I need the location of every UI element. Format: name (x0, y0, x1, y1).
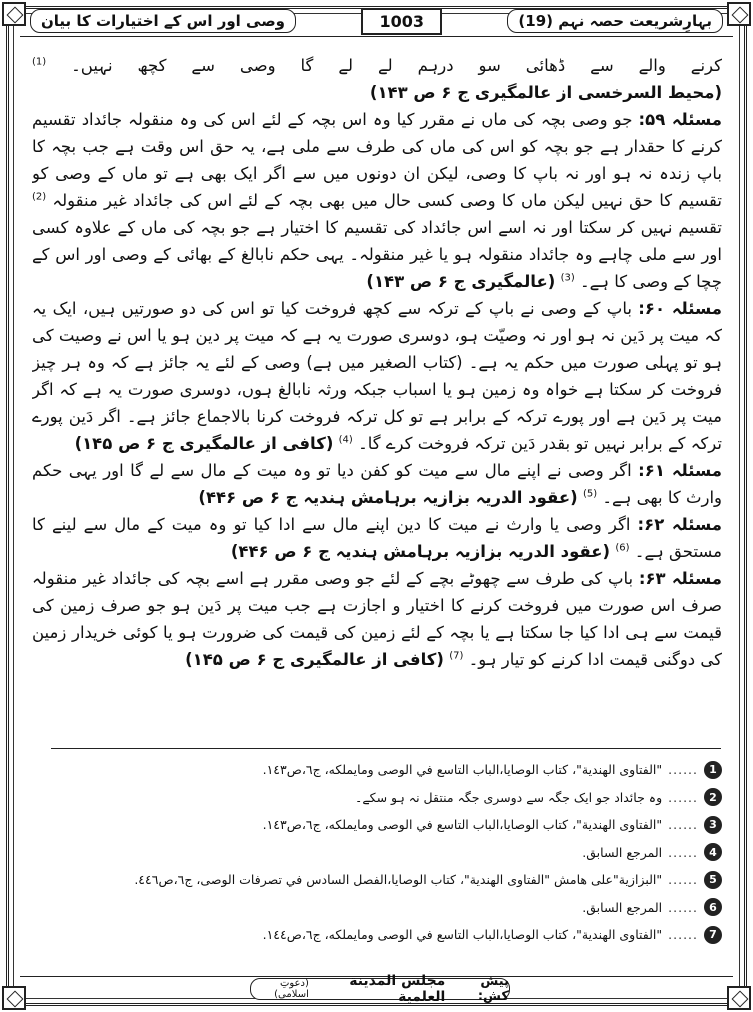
footnote-text: "الفتاوی الهندية"، كتاب الوصايا،الباب التاسع في الوصی ومايملكه، ج٦،ص١٤٣. (262, 817, 663, 832)
footnote-item (32, 921, 722, 949)
footnote-marker[interactable]: (3) (560, 272, 575, 284)
leader-dots: ...... (668, 762, 698, 777)
leader-dots: ...... (668, 817, 698, 832)
paragraph (32, 295, 722, 457)
footnote-number-badge: 5 (704, 871, 722, 889)
footnote-number-badge: 1 (704, 761, 722, 779)
footnote-text: "الفتاوی الهندية"، كتاب الوصايا،الباب التاسع في الوصی ومايملكه، ج٦،ص١٤٤. (262, 927, 663, 942)
ornament-corner-icon (2, 2, 26, 26)
paragraph (32, 565, 722, 673)
issue-title: مسئلہ ۶۲: (637, 515, 722, 534)
footnote-item (32, 894, 722, 922)
footnote-item (32, 811, 722, 839)
reference: (عقود الدریہ بزازیہ برہامش ہندیہ ج ۶ ص ۴۴۶) (198, 488, 578, 507)
footer-label: پیش کش: (477, 974, 509, 1004)
leader-dots: ...... (668, 872, 698, 887)
footnote-marker[interactable]: (6) (615, 542, 630, 554)
footnote-number-badge: 2 (704, 788, 722, 806)
leader-dots: ...... (668, 844, 698, 860)
publisher-name: مجلس المدينة العلمية (349, 973, 446, 1005)
ornament-corner-icon (727, 986, 751, 1010)
footnote-marker[interactable]: (7) (449, 650, 464, 662)
reference: (عالمگیری ج ۶ ص ۱۴۳) (366, 272, 556, 291)
footnote-text: المرجع السابق. (582, 899, 663, 915)
page-number: 1003 (361, 8, 442, 35)
footnote-text: "الفتاوی الهندية"، كتاب الوصايا،الباب التاسع في الوصی ومايملكه، ج٦،ص١٤٣. (262, 762, 663, 777)
reference: (کافی از عالمگیری ج ۶ ص ۱۴۵) (74, 434, 334, 453)
page-footer (250, 973, 510, 1005)
main-text (32, 52, 722, 742)
chapter-title: وصی اور اس کے اختیارات کا بیان (30, 9, 296, 33)
paragraph (32, 52, 722, 106)
footnote-marker[interactable]: (4) (338, 434, 353, 446)
paragraph-text: اگر وصی یا وارث نے میت کا دین اپنے مال سے ادا کیا تو وہ میت کے مال سے لینے کا مستحق ہے۔ (32, 515, 722, 561)
paragraph (32, 511, 722, 565)
paragraph-text: کرنے والے سے ڈھائی سو درہم لے لے گا وصی سے کچھ نہیں۔ (71, 56, 722, 75)
footnote-text: "البزازية"على هامش "الفتاوی الهندية"، كتاب الوصايا،الفصل السادس في تصرفات الوصی، ج٦،ص٤٤٦. (134, 872, 663, 887)
footnote-number-badge: 4 (704, 843, 722, 861)
leader-dots: ...... (668, 927, 698, 942)
reference: (محیط السرخسی از عالمگیری ج ۶ ص ۱۴۳) (369, 83, 722, 102)
footnote-divider (51, 748, 721, 749)
footnote-number-badge: 7 (704, 926, 722, 944)
paragraph-text: جو وصی بچہ کی ماں نے مقرر کیا وہ اس بچہ کے لئے اس کی وہ منقولہ جائداد تقسیم کرنے کا حقدار ہے جو بچہ کو اس کی ماں کی طرف سے ملی ہے، یہ حق اس وقت ہے جب بچہ کا باپ زندہ نہ ہو اور نہ باپ کا وصی، لیکن ان دونوں میں سے اگر ایک بھی ہے تو ماں کے وصی کو تقسیم کا حق نہیں لیکن ماں کا وصی کسی حال میں بھی بچہ کے لئے اس کی جائداد غیر منقولہ (32, 110, 722, 210)
book-title: بہارِشریعت حصہ نہم (19) (507, 9, 723, 33)
issue-title: مسئلہ ۶۱: (638, 461, 722, 480)
paragraph-text: باپ کے وصی نے باپ کے ترکہ سے کچھ فروخت کیا تو اس کی دو صورتیں ہیں، ایک یہ کہ میت پر دَین نہ ہو اور نہ وصیّت ہو، دوسری صورت یہ ہے کہ میت پر دین ہو یا اس نے وصیت کی ہو تو پہلی صورت میں حکم یہ ہے۔ (کتاب الصغیر میں ہے) وصی کے لئے یہ جائز ہے کہ وہ ہر چیز فروخت کر سکتا ہے خواہ وہ زمین ہو یا اسباب جبکہ ورثہ نابالغ ہوں، دوسری صورت یہ ہے کہ اگر میت پر دَین ہے اور پورے ترکہ کے برابر ہے تو کل ترکہ فروخت کرنا بالاجماع جائز ہے۔ اگر دَین پورے ترکہ کے برابر نہیں تو بقدر دَین ترکہ فروخت کرے گا۔ (32, 299, 722, 453)
footnote-item (32, 866, 722, 894)
footnote-item (32, 839, 722, 867)
page-header (30, 6, 723, 36)
issue-title: مسئلہ ۶۰: (638, 299, 722, 318)
leader-dots: ...... (668, 899, 698, 915)
issue-title: مسئلہ ۵۹: (638, 110, 722, 129)
paragraph (32, 106, 722, 295)
footnote-item (32, 784, 722, 812)
paragraph (32, 457, 722, 511)
footnote-text: وہ جائداد جو ایک جگہ سے دوسری جگہ منتقل نہ ہو سکے۔ (355, 789, 663, 805)
footnote-marker[interactable]: (1) (32, 56, 47, 68)
ornament-corner-icon (727, 2, 751, 26)
footnote-number-badge: 3 (704, 816, 722, 834)
paragraph-text: باپ کی طرف سے چھوٹے بچے کے لئے جو وصی مقرر ہے اسے بچہ کی جائداد غیر منقولہ صرف اس صورت میں فروخت کرنے کا اختیار و اجازت ہے جب میت پر دَین ہو جو صرف زمین کی قیمت سے ہی ادا کیا جا سکتا ہے یا بچہ کے لئے زمین کی قیمت کی ضرورت ہو یا کوئی خریدار زمین کی دوگنی قیمت ادا کرنے کو تیار ہو۔ (32, 569, 722, 669)
ornament-corner-icon (2, 986, 26, 1010)
issue-title: مسئلہ ۶۳: (638, 569, 722, 588)
leader-dots: ...... (668, 789, 698, 805)
header-divider (20, 36, 733, 37)
paragraph-text: اگر وصی نے اپنے مال سے میت کو کفن دیا تو وہ میت کے مال سے لے گا اور یہی حکم وارث کا بھی ہے۔ (32, 461, 722, 507)
footnote-marker[interactable]: (2) (32, 191, 47, 203)
reference: (کافی از عالمگیری ج ۶ ص ۱۴۵) (185, 650, 444, 669)
footnote-number-badge: 6 (704, 898, 722, 916)
footnote-item (32, 756, 722, 784)
reference: (عقود الدریہ بزازیہ برہامش ہندیہ ج ۶ ص ۴۴۶) (230, 542, 611, 561)
footnotes (32, 756, 722, 949)
footnote-text: المرجع السابق. (582, 844, 663, 860)
organization-name: (دعوتِ اسلامی) (274, 978, 309, 1000)
paragraph-text: تقسیم نہیں کر سکتا اور نہ اسے اس جائداد کی تقسیم کا اختیار ہے جو بچہ کی ماں کے علاوہ کسی اور سے ملی چاہے وہ جائداد منقولہ ہو یا غیر منقولہ۔ یہی حکم نابالغ کے بھائی کے وصی اور اس کے چچا کے وصی کا ہے۔ (32, 218, 722, 291)
footnote-marker[interactable]: (5) (582, 488, 598, 500)
